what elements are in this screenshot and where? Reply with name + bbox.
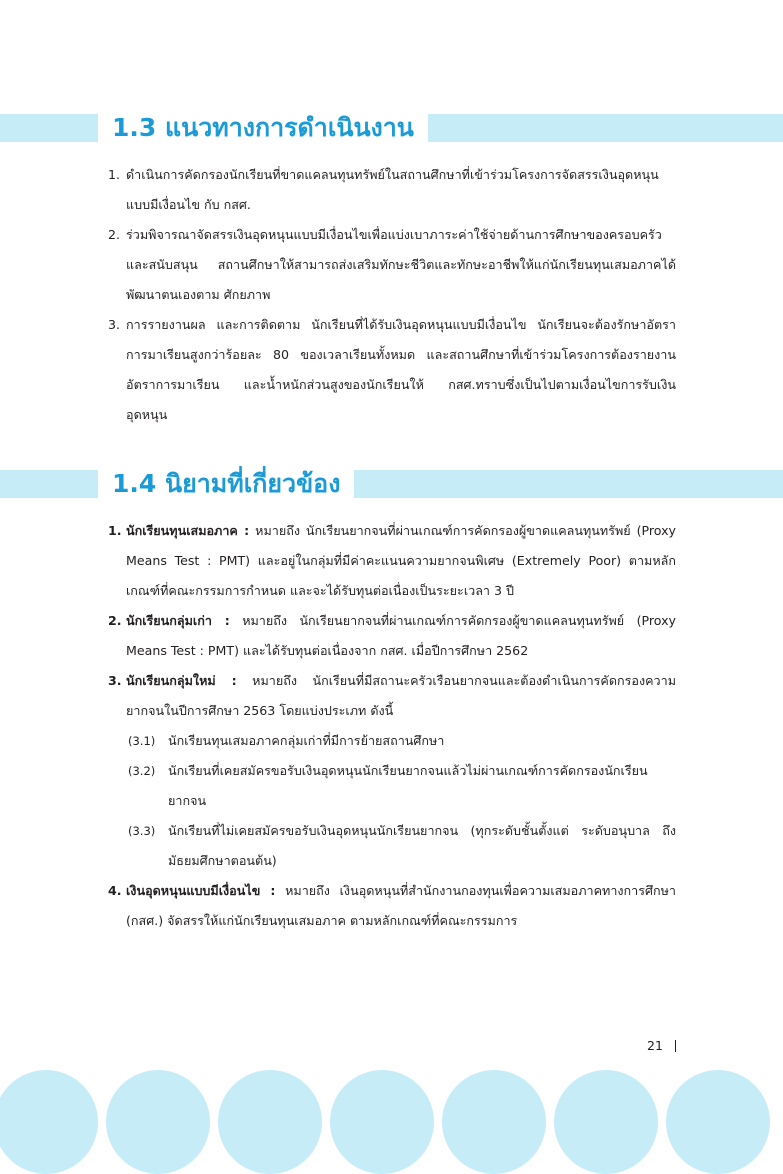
definition-text: หมายถึง นักเรียนที่มีสถานะครัวเรือนยากจนและต้องดำเนินการคัดกรองความยากจนในปีการศึกษา 2563 โดยแบ่งประเภท ดังนี้ [126, 673, 676, 718]
list-item-number: 3. [108, 317, 121, 332]
decorative-circle [106, 1070, 210, 1174]
section-title-1-3: 1.3 แนวทางการดำเนินงาน [112, 113, 414, 142]
list-item [108, 666, 676, 726]
sub-list-item-number: (3.1) [128, 734, 156, 748]
list-item [108, 516, 676, 606]
list-item-number: 2. [108, 227, 121, 242]
decorative-circle [554, 1070, 658, 1174]
list-item-number: 4. [108, 883, 122, 898]
decorative-circle [218, 1070, 322, 1174]
sub-list-item-number: (3.2) [128, 764, 156, 778]
page-number: 21 [647, 1038, 663, 1053]
sub-list-item [108, 756, 676, 816]
definition-text: หมายถึง นักเรียนยากจนที่ผ่านเกณฑ์การคัดกรองผู้ขาดแคลนทุนทรัพย์ (Proxy Means Test : PMT) และอยู่ในกลุ่มที่มีค่าคะแนนความยากจนพิเศษ (Extremely Poor) ตามหลักเกณฑ์ที่คณะกรรมการกำหนด และจะได้รับทุนต่อเนื่องเป็นระยะเวลา 3 ปี [126, 523, 676, 598]
list-item [108, 220, 676, 310]
sub-list-item-text: นักเรียนที่ไม่เคยสมัครขอรับเงินอุดหนุนนักเรียนยากจน (ทุกระดับชั้นตั้งแต่ ระดับอนุบาล ถึง มัธยมศึกษาตอนต้น) [168, 823, 676, 868]
section-1-4-list [108, 516, 676, 936]
decorative-circle [0, 1070, 98, 1174]
list-item-text: ร่วมพิจารณาจัดสรรเงินอุดหนุนแบบมีเงื่อนไขเพื่อแบ่งเบาภาระค่าใช้จ่ายด้านการศึกษาของครอบครัว และสนับสนุน สถานศึกษาให้สามารถส่งเสริมทักษะชีวิตและทักษะอาชีพให้แก่นักเรียนทุนเสมอภาคได้พัฒนาตนเองตาม ศักยภาพ [126, 227, 676, 302]
list-item-number: 1. [108, 523, 122, 538]
definition-text: หมายถึง นักเรียนยากจนที่ผ่านเกณฑ์การคัดกรองผู้ขาดแคลนทุนทรัพย์ (Proxy Means Test : PMT) และได้รับทุนต่อเนื่องจาก กสศ. เมื่อปีการศึกษา 2562 [126, 613, 676, 658]
list-item-number: 1. [108, 167, 121, 182]
sub-list-item-text: นักเรียนทุนเสมอภาคกลุ่มเก่าที่มีการย้ายสถานศึกษา [168, 733, 445, 748]
list-item [108, 606, 676, 666]
page-number-divider [675, 1040, 676, 1052]
sub-list-item [108, 726, 676, 756]
list-item-number: 2. [108, 613, 122, 628]
section-title-1-4: 1.4 นิยามที่เกี่ยวข้อง [112, 469, 341, 498]
list-item [108, 310, 676, 430]
list-item-number: 3. [108, 673, 122, 688]
list-item-text: การรายงานผล และการติดตาม นักเรียนที่ได้รับเงินอุดหนุนแบบมีเงื่อนไข นักเรียนจะต้องรักษาอัตราการมาเรียนสูงกว่าร้อยละ 80 ของเวลาเรียนทั้งหมด และสถานศึกษาที่เข้าร่วมโครงการต้องรายงานอัตราการมาเรียน และน้ำหนักส่วนสูงของนักเรียนให้ กสศ.ทราบซึ่งเป็นไปตามเงื่อนไขการรับเงินอุดหนุน [126, 317, 676, 422]
sub-list-item-text: นักเรียนที่เคยสมัครขอรับเงินอุดหนุนนักเรียนยากจนแล้วไม่ผ่านเกณฑ์การคัดกรองนักเรียนยากจน [168, 763, 648, 808]
definition-term: นักเรียนกลุ่มเก่า : [126, 613, 230, 628]
definition-term: เงินอุดหนุนแบบมีเงื่อนไข : [126, 883, 276, 898]
list-item [108, 160, 676, 220]
sub-list-item-number: (3.3) [128, 824, 156, 838]
section-1-3-list [108, 160, 676, 430]
definition-text: หมายถึง เงินอุดหนุนที่สำนักงานกองทุนเพื่อความเสมอภาคทางการศึกษา (กสศ.) จัดสรรให้แก่นักเรียนทุนเสมอภาค ตามหลักเกณฑ์ที่คณะกรรมการ [126, 883, 676, 928]
list-item [108, 876, 676, 936]
decorative-circle [666, 1070, 770, 1174]
decorative-circle [330, 1070, 434, 1174]
sub-list-item [108, 816, 676, 876]
decorative-circle [442, 1070, 546, 1174]
definition-term: นักเรียนกลุ่มใหม่ : [126, 673, 237, 688]
section-heading-1-4 [98, 464, 354, 504]
definition-term: นักเรียนทุนเสมอภาค : [126, 523, 250, 538]
list-item-text: ดำเนินการคัดกรองนักเรียนที่ขาดแคลนทุนทรัพย์ในสถานศึกษาที่เข้าร่วมโครงการจัดสรรเงินอุดหนุนแบบมีเงื่อนไข กับ กสศ. [126, 167, 659, 212]
section-heading-1-3 [98, 108, 428, 148]
